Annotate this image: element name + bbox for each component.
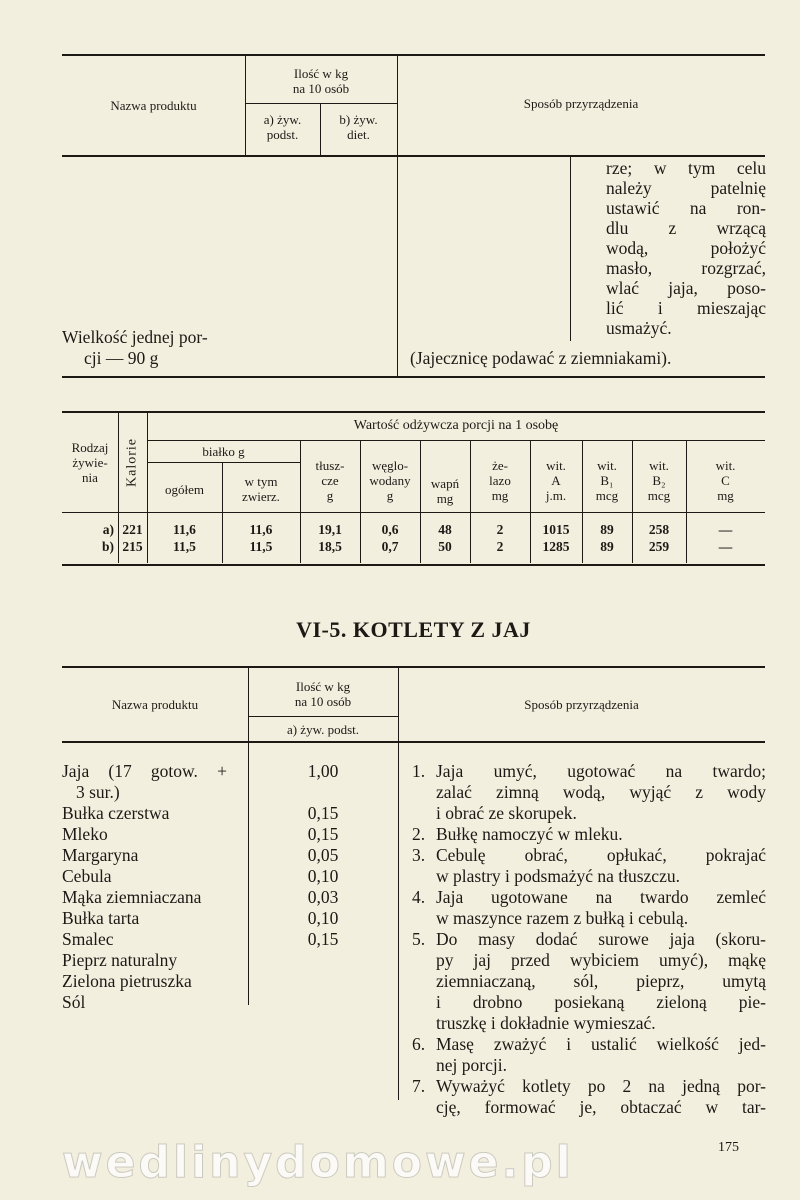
nutrition-cell: 19,1	[318, 522, 342, 537]
ingredient-quantity: 0,15	[307, 803, 339, 823]
header-bialko: białko g	[202, 444, 245, 459]
ingredient-name: 3 sur.)	[76, 782, 120, 802]
rule	[62, 376, 765, 378]
nutrition-cell: 259	[648, 539, 670, 554]
rule	[147, 440, 765, 441]
header-diet-type: Rodzaj żywie- nia	[71, 440, 109, 485]
nutrition-column-header: węglo- wodany g	[369, 458, 411, 503]
nutrition-column-header: wapń mg	[430, 476, 460, 506]
ingredients-list	[62, 761, 398, 1013]
method-line: rze; w tym celu	[606, 158, 766, 178]
divider	[398, 668, 399, 1100]
header-b: b) żyw. diet.	[339, 112, 378, 142]
nutrition-cell: 258	[648, 522, 670, 537]
nutrition-cell: —	[718, 522, 733, 537]
step-line: cję, formować je, obtaczać w tar-	[436, 1097, 766, 1117]
nutrition-cell: 18,5	[318, 539, 342, 554]
rule	[62, 155, 765, 157]
ingredient-quantity: 0,10	[307, 908, 339, 928]
ingredient-name: Cebula	[62, 866, 112, 886]
ingredient-name: Mąka ziemniaczana	[62, 887, 202, 907]
ingredient-row	[62, 887, 398, 908]
header-product: Nazwa produktu	[111, 697, 199, 712]
step-number: 1.	[412, 761, 426, 781]
ingredient-quantity: 0,03	[307, 887, 339, 907]
serving-note: (Jajecznicę podawać z ziemniakami).	[410, 348, 672, 368]
ingredient-name: Sól	[62, 992, 86, 1012]
rule	[62, 564, 765, 566]
ingredient-quantity: 1,00	[307, 761, 339, 781]
nutrition-column-header: że- lazo mg	[489, 458, 511, 503]
ingredient-name: Pieprz naturalny	[62, 950, 178, 970]
ingredient-name: Smalec	[62, 929, 114, 949]
step-line: Do masy dodać surowe jaja (skoru-	[436, 929, 766, 949]
step-line: i obrać ze skorupek.	[436, 803, 577, 823]
step-line: Jaja umyć, ugotować na twardo;	[436, 761, 766, 781]
ingredient-row	[62, 929, 398, 950]
nutrition-cell: —	[718, 539, 733, 554]
method-line: ustawić na ron-	[606, 198, 766, 218]
step-item	[412, 1076, 766, 1118]
step-line: w maszynce razem z bułką i cebulą.	[436, 908, 689, 928]
header-ogolem: ogółem	[165, 482, 204, 497]
header-w-tym: w tym zwierz.	[242, 474, 280, 504]
method-text	[606, 158, 766, 338]
step-line: i drobno posiekaną zieloną pie-	[436, 992, 766, 1012]
step-line: Bułkę namoczyć w mleku.	[436, 824, 623, 844]
method-line: wlać jaja, poso-	[606, 278, 766, 298]
rule	[62, 54, 765, 56]
ingredient-row	[62, 866, 398, 887]
ingredient-row	[62, 761, 398, 803]
step-item	[412, 761, 766, 824]
rule	[62, 741, 765, 743]
nutrition-cell: 11,6	[173, 522, 196, 537]
header-kalorie: Kalorie	[124, 438, 140, 487]
nutrition-cell: 221	[122, 522, 143, 537]
ingredient-name: Mleko	[62, 824, 108, 844]
nutrition-cell: 11,5	[173, 539, 196, 554]
header-product: Nazwa produktu	[110, 98, 197, 113]
ingredient-name: Jaja (17 gotow. +	[62, 761, 227, 781]
nutrition-cell: 50	[438, 539, 452, 554]
nutrition-cell: 11,6	[249, 522, 273, 537]
step-line: nej porcji.	[436, 1055, 507, 1075]
nutrition-column-header: wit. C mg	[715, 458, 736, 503]
header-quantity: Ilość w kg na 10 osób	[292, 66, 350, 96]
ingredient-row	[62, 803, 398, 824]
ingredient-name: Margaryna	[62, 845, 139, 865]
page-number: 175	[718, 1140, 739, 1155]
method-line: dlu z wrzącą	[606, 218, 766, 238]
step-number: 2.	[412, 824, 426, 844]
step-item	[412, 845, 766, 887]
step-number: 5.	[412, 929, 426, 949]
steps-list	[412, 761, 766, 1118]
step-number: 4.	[412, 887, 426, 907]
ingredient-row	[62, 992, 398, 1013]
step-line: Cebulę obrać, opłukać, pokrajać	[436, 845, 766, 865]
step-line: Masę zważyć i ustalić wielkość jed-	[436, 1034, 766, 1054]
nutrition-column-header: tłusz- cze g	[315, 458, 345, 503]
step-line: ziemniaczaną, sól, pieprz, umytą	[436, 971, 766, 991]
rule	[62, 512, 765, 513]
step-item	[412, 929, 766, 1034]
method-line: lić i mieszając	[606, 298, 766, 318]
nutrition-cell: 1285	[542, 539, 570, 554]
nutrition-cell: 215	[122, 539, 143, 554]
ingredient-name: Bułka tarta	[62, 908, 140, 928]
method-line: usmażyć.	[606, 318, 672, 338]
ingredient-row	[62, 950, 398, 971]
ingredient-row	[62, 971, 398, 992]
header-quantity: Ilość w kg na 10 osób	[294, 679, 352, 709]
step-line: truszkę i dokładnie wymieszać.	[436, 1013, 656, 1033]
rule	[62, 666, 765, 668]
nutrition-cell: a)	[102, 522, 114, 537]
method-line: należy patelnię	[606, 178, 766, 198]
section-title: VI-5. KOTLETY Z JAJ	[296, 617, 531, 642]
method-line: masło, rozgrzać,	[606, 258, 766, 278]
step-number: 6.	[412, 1034, 426, 1054]
step-line: zalać zimną wodą, wyjąć z wody	[436, 782, 766, 802]
nutrition-cell: 89	[600, 539, 614, 554]
rule	[248, 716, 398, 717]
header-method: Sposób przyrządzenia	[524, 697, 639, 712]
header-a: a) żyw. podst.	[286, 722, 360, 737]
nutrition-cell: 0,6	[381, 522, 399, 537]
method-line: wodą, położyć	[606, 238, 766, 258]
nutrition-cell: 1015	[542, 522, 570, 537]
step-item	[412, 1034, 766, 1076]
ingredient-quantity: 0,10	[307, 866, 339, 886]
ingredient-row	[62, 824, 398, 845]
rule	[62, 411, 765, 413]
portion-size: Wielkość jednej por- cji — 90 g	[62, 327, 208, 368]
rule	[147, 462, 300, 463]
nutrition-cell: 2	[496, 522, 504, 537]
nutrition-column-header: wit. B₁ mcg	[595, 458, 619, 503]
nutrition-title: Wartość odżywcza porcji na 1 osobę	[353, 418, 559, 433]
step-number: 7.	[412, 1076, 426, 1096]
step-item	[412, 824, 766, 845]
step-line: Jaja ugotowane na twardo zemleć	[436, 887, 766, 907]
ingredient-name: Zielona pietruszka	[62, 971, 192, 991]
nutrition-cell: 89	[600, 522, 614, 537]
nutrition-cell: 0,7	[381, 539, 399, 554]
step-line: Wyważyć kotlety po 2 na jedną por-	[436, 1076, 766, 1096]
header-method: Sposób przyrządzenia	[523, 96, 639, 111]
nutrition-column-header: wit. B₂ mcg	[647, 458, 671, 503]
divider	[570, 157, 571, 341]
nutrition-cell: b)	[101, 539, 114, 554]
ingredient-row	[62, 908, 398, 929]
step-line: py jaj przed wybiciem umyć), mąkę	[436, 950, 766, 970]
step-line: w plastry i podsmażyć na tłuszczu.	[436, 866, 680, 886]
step-number: 3.	[412, 845, 426, 865]
nutrition-cell: 48	[438, 522, 452, 537]
step-item	[412, 887, 766, 929]
ingredient-name: Bułka czerstwa	[62, 803, 170, 823]
nutrition-column-header: wit. A j.m.	[545, 458, 567, 503]
watermark: wedlinydomowe.pl	[62, 1137, 574, 1188]
ingredient-quantity: 0,05	[307, 845, 339, 865]
header-a: a) żyw. podst.	[263, 112, 302, 142]
nutrition-cell: 2	[496, 539, 504, 554]
ingredient-quantity: 0,15	[307, 929, 339, 949]
rule	[245, 103, 397, 104]
ingredient-quantity: 0,15	[307, 824, 339, 844]
nutrition-cell: 11,5	[249, 539, 273, 554]
ingredient-row	[62, 845, 398, 866]
